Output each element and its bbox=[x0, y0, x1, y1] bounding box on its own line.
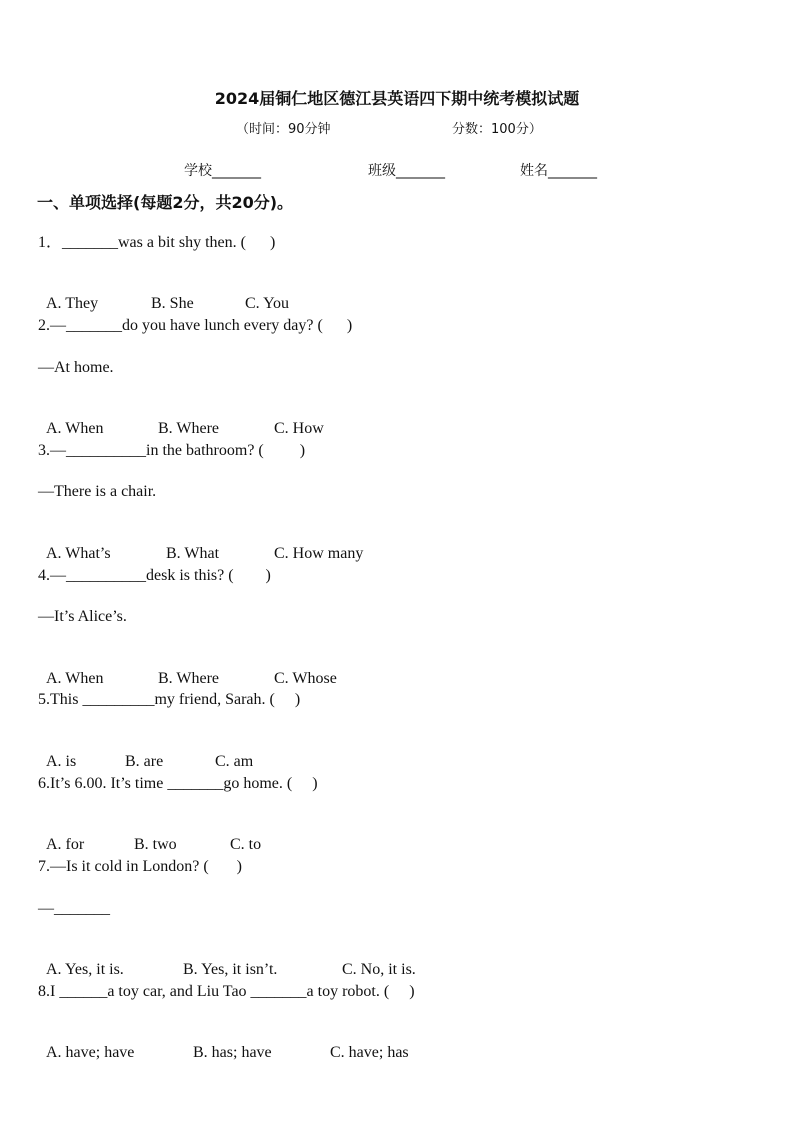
question-7-stem: 7.—Is it cold in London? ( ) bbox=[38, 858, 242, 875]
question-6-options bbox=[38, 815, 261, 855]
option-a[interactable]: A. have; have bbox=[46, 1044, 135, 1061]
option-b[interactable]: B. Yes, it isn’t. bbox=[183, 961, 278, 978]
option-b[interactable]: B. Where bbox=[158, 670, 220, 687]
question-7-options bbox=[38, 940, 416, 980]
school-field[interactable]: 学校_______ bbox=[184, 163, 261, 179]
option-b[interactable]: B. has; have bbox=[193, 1044, 272, 1061]
question-3-options bbox=[38, 524, 363, 564]
option-a[interactable]: A. When bbox=[46, 420, 104, 437]
option-c[interactable]: C. am bbox=[215, 753, 254, 770]
option-b[interactable]: B. She bbox=[151, 295, 194, 312]
option-c[interactable]: C. How bbox=[274, 420, 324, 437]
option-a[interactable]: A. Yes, it is. bbox=[46, 961, 124, 978]
question-1-options bbox=[38, 274, 289, 314]
question-2-stem: 2.—_______do you have lunch every day? ( ) bbox=[38, 317, 353, 334]
option-a[interactable]: A. What’s bbox=[46, 545, 111, 562]
option-c[interactable]: C. How many bbox=[274, 545, 364, 562]
question-6-stem: 6.It’s 6.00. It’s time _______go home. ( ) bbox=[38, 775, 318, 792]
question-8-stem: 8.I ______a toy car, and Liu Tao _______a toy robot. ( ) bbox=[38, 983, 415, 1000]
option-a[interactable]: A. is bbox=[46, 753, 77, 770]
page-title: 2024届铜仁地区德江县英语四下期中统考模拟试题 bbox=[214, 89, 580, 108]
question-3-stem: 3.—__________in the bathroom? ( ) bbox=[38, 442, 306, 459]
section-title: 一、单项选择(每题2分，共20分)。 bbox=[37, 193, 294, 212]
question-5-options bbox=[38, 732, 253, 772]
option-a[interactable]: A. They bbox=[46, 295, 99, 312]
option-b[interactable]: B. What bbox=[166, 545, 220, 562]
question-2-options bbox=[38, 399, 324, 439]
question-4-stem: 4.—__________desk is this? ( ) bbox=[38, 567, 271, 584]
question-1-stem: 1．_______was a bit shy then. ( ) bbox=[38, 234, 276, 251]
option-c[interactable]: C. No, it is. bbox=[342, 961, 416, 978]
option-c[interactable]: C. to bbox=[230, 836, 262, 853]
class-field[interactable]: 班级_______ bbox=[368, 163, 445, 179]
option-c[interactable]: C. Whose bbox=[274, 670, 337, 687]
option-b[interactable]: B. are bbox=[125, 753, 164, 770]
option-b[interactable]: B. Where bbox=[158, 420, 220, 437]
question-3-answer-line: —There is a chair. bbox=[38, 483, 157, 500]
option-c[interactable]: C. have; has bbox=[330, 1044, 409, 1061]
question-5-stem: 5.This _________my friend, Sarah. ( ) bbox=[38, 691, 301, 708]
question-7-answer-line: —_______ bbox=[38, 900, 110, 917]
name-field[interactable]: 姓名_______ bbox=[520, 163, 597, 179]
option-c[interactable]: C. You bbox=[245, 295, 290, 312]
exam-score: 分数：100分） bbox=[452, 122, 542, 137]
question-4-answer-line: —It’s Alice’s. bbox=[38, 608, 127, 625]
option-b[interactable]: B. two bbox=[134, 836, 177, 853]
question-8-options bbox=[38, 1023, 409, 1063]
option-a[interactable]: A. for bbox=[46, 836, 85, 853]
question-2-answer-line: —At home. bbox=[38, 359, 114, 376]
option-a[interactable]: A. When bbox=[46, 670, 104, 687]
question-4-options bbox=[38, 649, 337, 689]
exam-time: （时间：90分钟 bbox=[236, 122, 331, 137]
